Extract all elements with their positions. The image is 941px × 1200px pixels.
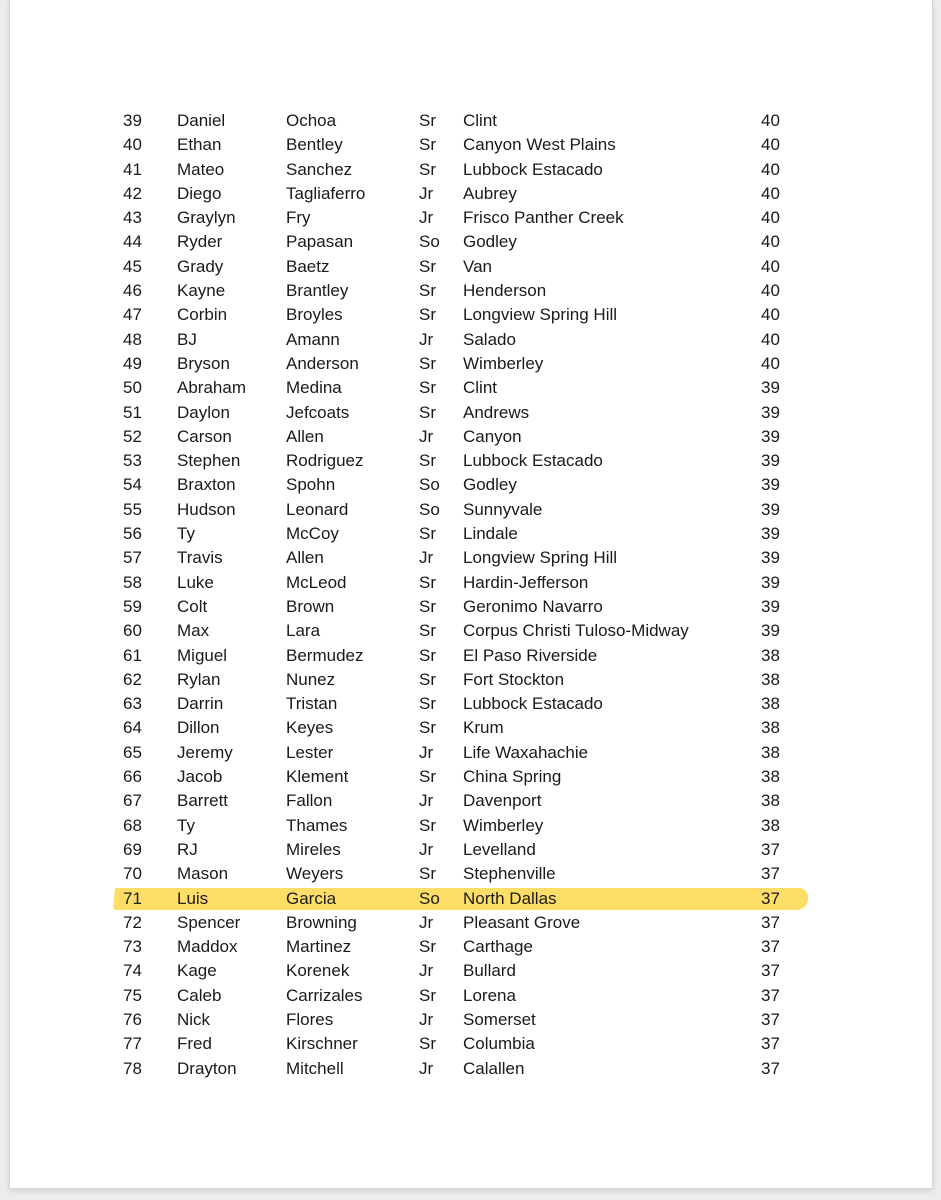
first-name-cell: Nick	[177, 1009, 211, 1029]
school-cell: Lorena	[463, 985, 516, 1005]
table-row	[10, 1008, 932, 1032]
table-row	[10, 255, 932, 279]
last-name-cell: Ochoa	[286, 111, 337, 130]
rank-cell: 61	[123, 645, 142, 665]
first-name-cell: Grady	[177, 256, 224, 276]
class-year-cell: Sr	[419, 718, 436, 738]
highlighter-mark	[113, 888, 809, 910]
school-cell: Stephenville	[463, 864, 556, 884]
score-cell: 37	[761, 937, 780, 957]
first-name-cell: Barrett	[177, 791, 229, 811]
rank-cell: 45	[123, 256, 142, 276]
score-cell: 38	[761, 815, 780, 835]
rank-cell: 54	[123, 475, 142, 495]
first-name-cell: Daniel	[177, 111, 226, 130]
last-name-cell: Klement	[286, 767, 349, 787]
score-cell: 37	[761, 839, 780, 859]
last-name-cell: Leonard	[286, 499, 349, 519]
rank-cell: 66	[123, 767, 142, 787]
table-row	[10, 789, 932, 813]
class-year-cell: Sr	[419, 135, 436, 155]
class-year-cell: Sr	[419, 767, 436, 787]
last-name-cell: Spohn	[286, 475, 336, 495]
rank-cell: 43	[123, 208, 142, 228]
class-year-cell: Sr	[419, 378, 436, 398]
rank-cell: 58	[123, 572, 142, 592]
class-year-cell: Sr	[419, 815, 436, 835]
table-row	[10, 595, 932, 619]
score-cell: 40	[761, 353, 780, 373]
last-name-cell: Lester	[286, 742, 334, 762]
school-cell: Levelland	[463, 839, 536, 859]
last-name-cell: Browning	[286, 912, 357, 932]
school-cell: Lubbock Estacado	[463, 694, 603, 714]
last-name-cell: Brown	[286, 596, 335, 616]
rank-cell: 63	[123, 694, 142, 714]
table-row	[10, 814, 932, 838]
score-cell: 40	[761, 232, 780, 252]
table-row	[10, 716, 932, 740]
score-cell: 38	[761, 742, 780, 762]
class-year-cell: Sr	[419, 353, 436, 373]
score-cell: 38	[761, 669, 780, 689]
class-year-cell: Jr	[419, 1058, 434, 1078]
last-name-cell: Mitchell	[286, 1058, 344, 1078]
first-name-cell: Corbin	[177, 305, 228, 325]
rank-cell: 42	[123, 183, 142, 203]
last-name-cell: Medina	[286, 378, 342, 398]
rank-cell: 62	[123, 669, 142, 689]
school-cell: Corpus Christi Tuloso-Midway	[463, 621, 689, 641]
first-name-cell: Maddox	[177, 937, 238, 957]
rank-cell: 49	[123, 353, 142, 373]
rank-cell: 77	[123, 1034, 142, 1054]
rank-cell: 70	[123, 864, 142, 884]
school-cell: Canyon West Plains	[463, 135, 616, 155]
first-name-cell: Fred	[177, 1034, 212, 1054]
last-name-cell: McLeod	[286, 572, 347, 592]
first-name-cell: Daylon	[177, 402, 230, 422]
last-name-cell: Allen	[286, 426, 324, 446]
first-name-cell: Drayton	[177, 1058, 237, 1078]
class-year-cell: Jr	[419, 329, 434, 349]
score-cell: 39	[761, 451, 780, 471]
school-cell: Carthage	[463, 937, 533, 957]
table-row	[10, 862, 932, 886]
rank-cell: 55	[123, 499, 142, 519]
class-year-cell: Jr	[419, 912, 434, 932]
first-name-cell: Ethan	[177, 135, 222, 155]
table-row	[10, 158, 932, 182]
school-cell: Clint	[463, 378, 498, 398]
table-row	[10, 303, 932, 327]
rank-cell: 76	[123, 1009, 142, 1029]
document-page	[9, 0, 933, 1189]
rank-cell: 64	[123, 718, 142, 738]
school-cell: Henderson	[463, 281, 547, 301]
table-row	[10, 401, 932, 425]
last-name-cell: McCoy	[286, 524, 339, 544]
school-cell: Fort Stockton	[463, 669, 565, 689]
rank-cell: 50	[123, 378, 142, 398]
table-row	[10, 182, 932, 206]
score-cell: 39	[761, 596, 780, 616]
rank-cell: 53	[123, 451, 142, 471]
first-name-cell: Bryson	[177, 353, 230, 373]
school-cell: Bullard	[463, 961, 516, 981]
score-cell: 37	[761, 961, 780, 981]
last-name-cell: Allen	[286, 548, 324, 568]
school-cell: Canyon	[463, 426, 522, 446]
table-row	[10, 133, 932, 157]
school-cell: Calallen	[463, 1058, 525, 1078]
last-name-cell: Broyles	[286, 305, 343, 325]
last-name-cell: Tristan	[286, 694, 338, 714]
class-year-cell: Sr	[419, 694, 436, 714]
last-name-cell: Korenek	[286, 961, 350, 981]
score-cell: 39	[761, 402, 780, 422]
ranking-table	[10, 109, 932, 1081]
class-year-cell: So	[419, 232, 440, 252]
table-row	[10, 619, 932, 643]
last-name-cell: Sanchez	[286, 159, 353, 179]
first-name-cell: Braxton	[177, 475, 236, 495]
class-year-cell: Jr	[419, 548, 434, 568]
score-cell: 37	[761, 985, 780, 1005]
school-cell: Frisco Panther Creek	[463, 208, 624, 228]
table-row	[10, 449, 932, 473]
class-year-cell: Jr	[419, 742, 434, 762]
last-name-cell: Nunez	[286, 669, 336, 689]
school-cell: Lindale	[463, 524, 518, 544]
class-year-cell: Jr	[419, 961, 434, 981]
class-year-cell: Jr	[419, 183, 434, 203]
class-year-cell: Sr	[419, 572, 436, 592]
score-cell: 38	[761, 718, 780, 738]
table-row	[10, 911, 932, 935]
class-year-cell: Sr	[419, 305, 436, 325]
class-year-cell: So	[419, 499, 440, 519]
first-name-cell: Mateo	[177, 159, 225, 179]
rank-cell: 65	[123, 742, 142, 762]
score-cell: 37	[761, 888, 780, 908]
school-cell: Clint	[463, 111, 498, 130]
last-name-cell: Anderson	[286, 353, 359, 373]
table-row	[10, 741, 932, 765]
school-cell: Davenport	[463, 791, 542, 811]
first-name-cell: Jacob	[177, 767, 223, 787]
school-cell: Salado	[463, 329, 516, 349]
first-name-cell: Colt	[177, 596, 208, 616]
table-row	[10, 425, 932, 449]
table-row	[10, 765, 932, 789]
score-cell: 40	[761, 111, 780, 130]
score-cell: 39	[761, 524, 780, 544]
first-name-cell: Diego	[177, 183, 222, 203]
school-cell: Hardin-Jefferson	[463, 572, 589, 592]
last-name-cell: Weyers	[286, 864, 344, 884]
last-name-cell: Martinez	[286, 937, 352, 957]
class-year-cell: Jr	[419, 839, 434, 859]
school-cell: Van	[463, 256, 492, 276]
last-name-cell: Tagliaferro	[286, 183, 366, 203]
school-cell: El Paso Riverside	[463, 645, 598, 665]
school-cell: North Dallas	[463, 888, 557, 908]
class-year-cell: Jr	[419, 1009, 434, 1029]
table-row	[10, 935, 932, 959]
score-cell: 39	[761, 499, 780, 519]
rank-cell: 40	[123, 135, 142, 155]
table-row	[10, 644, 932, 668]
table-row	[10, 668, 932, 692]
table-row	[10, 692, 932, 716]
score-cell: 40	[761, 305, 780, 325]
school-cell: Longview Spring Hill	[463, 305, 618, 325]
score-cell: 38	[761, 645, 780, 665]
last-name-cell: Carrizales	[286, 985, 363, 1005]
class-year-cell: So	[419, 888, 440, 908]
school-cell: Sunnyvale	[463, 499, 543, 519]
rank-cell: 44	[123, 232, 142, 252]
last-name-cell: Amann	[286, 329, 340, 349]
table-row	[10, 206, 932, 230]
score-cell: 40	[761, 329, 780, 349]
table-row	[10, 1057, 932, 1081]
first-name-cell: Jeremy	[177, 742, 233, 762]
first-name-cell: Dillon	[177, 718, 220, 738]
first-name-cell: Rylan	[177, 669, 221, 689]
rank-cell: 68	[123, 815, 142, 835]
first-name-cell: RJ	[177, 839, 198, 859]
first-name-cell: Max	[177, 621, 210, 641]
score-cell: 40	[761, 183, 780, 203]
last-name-cell: Lara	[286, 621, 321, 641]
first-name-cell: Stephen	[177, 451, 241, 471]
first-name-cell: Carson	[177, 426, 232, 446]
last-name-cell: Papasan	[286, 232, 354, 252]
first-name-cell: Miguel	[177, 645, 228, 665]
rank-cell: 47	[123, 305, 142, 325]
class-year-cell: Jr	[419, 426, 434, 446]
last-name-cell: Rodriguez	[286, 451, 364, 471]
first-name-cell: Ty	[177, 524, 195, 544]
school-cell: Life Waxahachie	[463, 742, 589, 762]
first-name-cell: Travis	[177, 548, 223, 568]
school-cell: Somerset	[463, 1009, 536, 1029]
score-cell: 39	[761, 572, 780, 592]
first-name-cell: Ty	[177, 815, 195, 835]
table-row	[10, 1032, 932, 1056]
school-cell: Longview Spring Hill	[463, 548, 618, 568]
school-cell: Lubbock Estacado	[463, 451, 603, 471]
class-year-cell: Sr	[419, 621, 436, 641]
first-name-cell: Hudson	[177, 499, 236, 519]
last-name-cell: Flores	[286, 1009, 334, 1029]
school-cell: Columbia	[463, 1034, 535, 1054]
score-cell: 39	[761, 426, 780, 446]
last-name-cell: Mireles	[286, 839, 341, 859]
first-name-cell: Abraham	[177, 378, 246, 398]
score-cell: 40	[761, 159, 780, 179]
table-row	[10, 498, 932, 522]
table-row	[10, 522, 932, 546]
score-cell: 37	[761, 1034, 780, 1054]
table-row	[10, 376, 932, 400]
score-cell: 38	[761, 767, 780, 787]
score-cell: 39	[761, 548, 780, 568]
table-row	[10, 328, 932, 352]
last-name-cell: Keyes	[286, 718, 334, 738]
class-year-cell: Sr	[419, 451, 436, 471]
school-cell: Aubrey	[463, 183, 517, 203]
table-row-highlighted	[10, 887, 932, 911]
school-cell: Lubbock Estacado	[463, 159, 603, 179]
rank-cell: 60	[123, 621, 142, 641]
first-name-cell: Caleb	[177, 985, 222, 1005]
first-name-cell: Luis	[177, 888, 209, 908]
table-row	[10, 473, 932, 497]
table-row	[10, 352, 932, 376]
rank-cell: 74	[123, 961, 142, 981]
last-name-cell: Brantley	[286, 281, 349, 301]
rank-cell: 51	[123, 402, 142, 422]
school-cell: Godley	[463, 232, 517, 252]
school-cell: Pleasant Grove	[463, 912, 581, 932]
table-row	[10, 230, 932, 254]
score-cell: 40	[761, 135, 780, 155]
first-name-cell: Spencer	[177, 912, 241, 932]
rank-cell: 52	[123, 426, 142, 446]
table-row	[10, 984, 932, 1008]
last-name-cell: Baetz	[286, 256, 330, 276]
last-name-cell: Garcia	[286, 888, 337, 908]
rank-cell: 59	[123, 596, 142, 616]
rank-cell: 56	[123, 524, 142, 544]
class-year-cell: Sr	[419, 645, 436, 665]
first-name-cell: Kayne	[177, 281, 226, 301]
last-name-cell: Bentley	[286, 135, 343, 155]
first-name-cell: Ryder	[177, 232, 223, 252]
rank-cell: 39	[123, 111, 142, 130]
rank-cell: 71	[123, 888, 142, 908]
score-cell: 40	[761, 256, 780, 276]
score-cell: 38	[761, 791, 780, 811]
rank-cell: 73	[123, 937, 142, 957]
class-year-cell: Jr	[419, 791, 434, 811]
first-name-cell: Kage	[177, 961, 217, 981]
table-row	[10, 571, 932, 595]
class-year-cell: Sr	[419, 596, 436, 616]
first-name-cell: Graylyn	[177, 208, 236, 228]
rank-cell: 48	[123, 329, 142, 349]
score-cell: 37	[761, 1058, 780, 1078]
school-cell: Andrews	[463, 402, 530, 422]
rank-cell: 46	[123, 281, 142, 301]
class-year-cell: Sr	[419, 669, 436, 689]
class-year-cell: Jr	[419, 208, 434, 228]
first-name-cell: BJ	[177, 329, 197, 349]
rank-cell: 78	[123, 1058, 142, 1078]
class-year-cell: Sr	[419, 159, 436, 179]
last-name-cell: Fallon	[286, 791, 333, 811]
rank-cell: 57	[123, 548, 142, 568]
score-cell: 40	[761, 208, 780, 228]
first-name-cell: Mason	[177, 864, 229, 884]
first-name-cell: Luke	[177, 572, 214, 592]
class-year-cell: Sr	[419, 111, 436, 130]
score-cell: 39	[761, 378, 780, 398]
rank-cell: 41	[123, 159, 142, 179]
table-row	[10, 838, 932, 862]
class-year-cell: Sr	[419, 864, 436, 884]
last-name-cell: Jefcoats	[286, 402, 350, 422]
score-cell: 39	[761, 621, 780, 641]
last-name-cell: Fry	[286, 208, 311, 228]
first-name-cell: Darrin	[177, 694, 224, 714]
class-year-cell: Sr	[419, 402, 436, 422]
rank-cell: 75	[123, 985, 142, 1005]
table-row	[10, 546, 932, 570]
class-year-cell: Sr	[419, 1034, 436, 1054]
score-cell: 38	[761, 694, 780, 714]
score-cell: 40	[761, 281, 780, 301]
last-name-cell: Bermudez	[286, 645, 364, 665]
table-row	[10, 279, 932, 303]
class-year-cell: Sr	[419, 281, 436, 301]
score-cell: 37	[761, 1009, 780, 1029]
score-cell: 37	[761, 912, 780, 932]
school-cell: Wimberley	[463, 353, 544, 373]
class-year-cell: Sr	[419, 524, 436, 544]
rank-cell: 72	[123, 912, 142, 932]
class-year-cell: Sr	[419, 256, 436, 276]
school-cell: Godley	[463, 475, 517, 495]
last-name-cell: Kirschner	[286, 1034, 358, 1054]
school-cell: Krum	[463, 718, 504, 738]
class-year-cell: So	[419, 475, 440, 495]
last-name-cell: Thames	[286, 815, 348, 835]
school-cell: China Spring	[463, 767, 562, 787]
class-year-cell: Sr	[419, 937, 436, 957]
school-cell: Wimberley	[463, 815, 544, 835]
table-row	[10, 109, 932, 133]
class-year-cell: Sr	[419, 985, 436, 1005]
rank-cell: 69	[123, 839, 142, 859]
rank-cell: 67	[123, 791, 142, 811]
score-cell: 37	[761, 864, 780, 884]
score-cell: 39	[761, 475, 780, 495]
school-cell: Geronimo Navarro	[463, 596, 603, 616]
table-row	[10, 959, 932, 983]
